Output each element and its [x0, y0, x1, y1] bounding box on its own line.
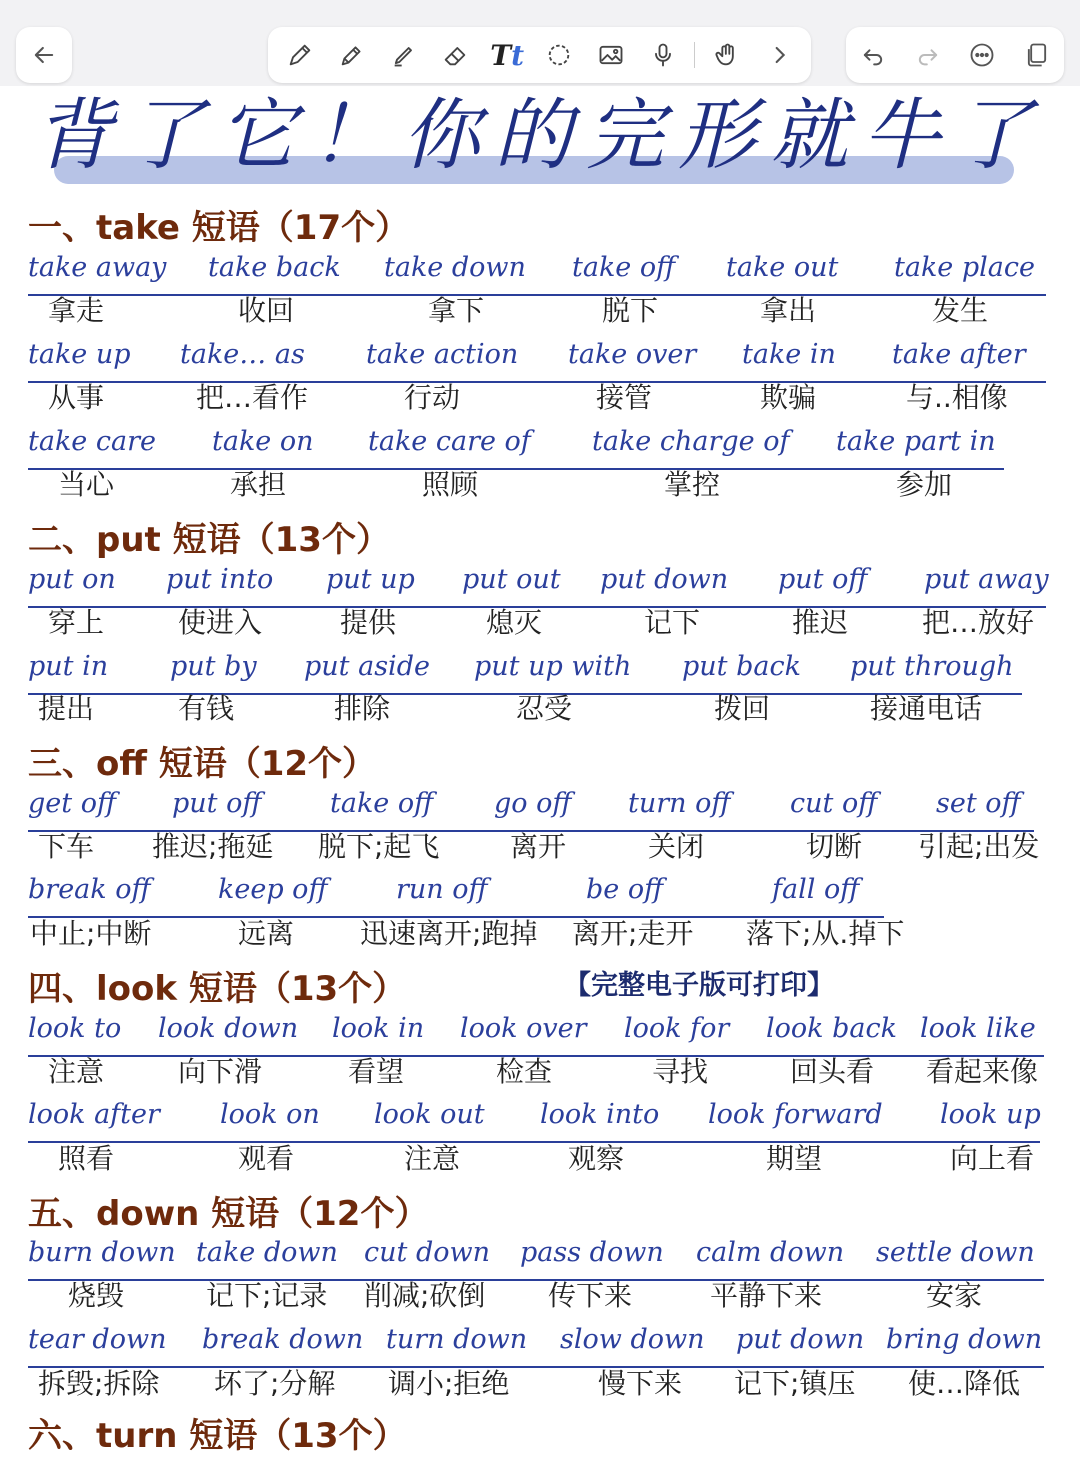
phrase: take down — [384, 252, 526, 283]
phrase: settle down — [876, 1237, 1035, 1268]
meaning: 参加 — [896, 468, 953, 501]
phrase: take after — [892, 339, 1026, 370]
phrase: look in — [332, 1013, 425, 1044]
phrase: look into — [540, 1099, 660, 1130]
meaning: 坏了;分解 — [214, 1367, 336, 1400]
drawing-tools — [268, 27, 811, 83]
section-heading-off: 三、off 短语（12个） — [28, 744, 377, 784]
phrase: bring down — [886, 1324, 1043, 1355]
phrase-row — [28, 1322, 1044, 1368]
phrase: be off — [586, 874, 664, 905]
phrase-row — [28, 250, 1046, 296]
phrase: slow down — [560, 1324, 705, 1355]
meaning: 拆毁;拆除 — [38, 1367, 160, 1400]
phrase: put out — [462, 564, 561, 595]
phrase: look to — [28, 1013, 122, 1044]
meaning: 削减;砍倒 — [364, 1279, 486, 1312]
meaning: 慢下来 — [598, 1367, 683, 1400]
meaning: 照看 — [58, 1142, 115, 1175]
phrase: look for — [624, 1013, 730, 1044]
meaning: 中止;中断 — [30, 917, 152, 950]
meaning: 掌控 — [664, 468, 721, 501]
lasso-icon[interactable] — [539, 35, 579, 75]
phrase: fall off — [772, 874, 860, 905]
section-heading-take: 一、take 短语（17个） — [28, 208, 410, 248]
highlighter-icon[interactable] — [384, 35, 424, 75]
phrase: look forward — [708, 1099, 883, 1130]
meaning: 发生 — [932, 294, 989, 327]
back-button[interactable] — [16, 27, 72, 83]
phrase: take care of — [368, 426, 531, 457]
meaning: 欺骗 — [760, 381, 817, 414]
phrase-row — [28, 1097, 1040, 1143]
phrase: turn down — [386, 1324, 528, 1355]
meaning: 把…看作 — [196, 381, 309, 414]
phrase: tear down — [28, 1324, 167, 1355]
phrase: take in — [742, 339, 836, 370]
meaning: 离开 — [510, 830, 567, 863]
phrase: calm down — [696, 1237, 845, 1268]
phrase: put back — [682, 651, 801, 682]
section-heading-look: 四、look 短语（13个） — [28, 969, 407, 1009]
phrase: break off — [28, 874, 151, 905]
meaning: 看望 — [348, 1055, 405, 1088]
meaning-row — [0, 690, 1080, 730]
phrase: take down — [196, 1237, 338, 1268]
meaning: 记下;镇压 — [734, 1367, 856, 1400]
phrase: take over — [568, 339, 697, 370]
eraser-icon[interactable] — [435, 35, 475, 75]
meaning: 平静下来 — [710, 1279, 823, 1312]
meaning: 当心 — [58, 468, 115, 501]
meaning: 回头看 — [790, 1055, 875, 1088]
meaning: 切断 — [806, 830, 863, 863]
phrase: cut off — [790, 788, 878, 819]
meaning-row — [0, 466, 1080, 506]
meaning: 调小;拒绝 — [388, 1367, 510, 1400]
top-toolbar — [0, 0, 1080, 86]
meaning: 注意 — [404, 1142, 461, 1175]
phrase-row — [28, 562, 1049, 608]
meaning: 下车 — [38, 830, 95, 863]
meaning: 与..相像 — [906, 381, 1008, 414]
phrase: put off — [778, 564, 868, 595]
phrase: put off — [172, 788, 262, 819]
chevron-right-icon[interactable] — [759, 35, 799, 75]
meaning: 推迟 — [792, 606, 849, 639]
meaning: 记下;记录 — [206, 1279, 328, 1312]
phrase: run off — [396, 874, 488, 905]
phrase: put up with — [474, 651, 632, 682]
phrase: pass down — [520, 1237, 664, 1268]
phrase-row — [28, 1235, 1044, 1281]
phrase: put by — [170, 651, 257, 682]
meaning: 看起来像 — [926, 1055, 1039, 1088]
meaning: 脱下 — [602, 294, 659, 327]
meaning: 引起;出发 — [918, 830, 1040, 863]
phrase: put on — [28, 564, 116, 595]
phrase: look on — [220, 1099, 320, 1130]
meaning: 拿走 — [48, 294, 105, 327]
section-heading-turn: 六、turn 短语（13个） — [28, 1416, 407, 1456]
phrase: put into — [166, 564, 274, 595]
phrase: set off — [936, 788, 1021, 819]
meaning: 观察 — [568, 1142, 625, 1175]
phrase: take place — [894, 252, 1035, 283]
meaning: 落下;从.掉下 — [746, 917, 905, 950]
phrase: put down — [600, 564, 729, 595]
phrase: go off — [494, 788, 572, 819]
meaning: 把…放好 — [922, 606, 1035, 639]
meaning: 拿下 — [428, 294, 485, 327]
phrase: break down — [202, 1324, 364, 1355]
phrase: burn down — [28, 1237, 176, 1268]
arrow-left-icon — [24, 35, 64, 75]
meaning: 排除 — [334, 692, 391, 725]
phrase: look up — [940, 1099, 1041, 1130]
phrase-row — [28, 1011, 1044, 1057]
page-title: 背了它！你的完形就牛了 — [33, 91, 1046, 181]
meaning: 记下 — [644, 606, 701, 639]
phrase: take up — [28, 339, 131, 370]
meaning: 离开;走开 — [572, 917, 694, 950]
meaning-row — [0, 1140, 1080, 1180]
meaning: 寻找 — [652, 1055, 709, 1088]
phrase-row — [28, 337, 1046, 383]
meaning-row — [0, 292, 1080, 332]
toolbar-divider — [694, 42, 695, 68]
phrase: take away — [28, 252, 167, 283]
meaning: 检查 — [496, 1055, 553, 1088]
meaning-row — [0, 1277, 1080, 1317]
phrase: look like — [920, 1013, 1036, 1044]
meaning: 提供 — [340, 606, 397, 639]
meaning: 注意 — [48, 1055, 105, 1088]
hand-icon[interactable] — [707, 35, 747, 75]
phrase: take off — [572, 252, 676, 283]
meaning-row — [0, 828, 1080, 868]
meaning: 有钱 — [178, 692, 235, 725]
meaning-row — [0, 915, 1080, 955]
phrase: cut down — [364, 1237, 490, 1268]
meaning: 从事 — [48, 381, 105, 414]
meaning: 收回 — [238, 294, 295, 327]
phrase: get off — [28, 788, 117, 819]
meaning: 观看 — [238, 1142, 295, 1175]
phrase: put through — [850, 651, 1014, 682]
pen-icon[interactable] — [280, 35, 320, 75]
phrase: look after — [28, 1099, 160, 1130]
phrase: put away — [924, 564, 1049, 595]
phrase: take care — [28, 426, 156, 457]
more-icon[interactable] — [962, 35, 1002, 75]
meaning: 向下滑 — [178, 1055, 263, 1088]
phrase: look back — [766, 1013, 897, 1044]
section-heading-down: 五、down 短语（12个） — [28, 1194, 429, 1234]
text-tool-icon[interactable]: T t — [490, 38, 525, 72]
meaning: 烧毁 — [68, 1279, 125, 1312]
pages-icon[interactable] — [1017, 35, 1057, 75]
meaning-row — [0, 379, 1080, 419]
phrase: take on — [212, 426, 314, 457]
meaning: 期望 — [766, 1142, 823, 1175]
meaning: 提出 — [38, 692, 95, 725]
meaning: 行动 — [404, 381, 461, 414]
phrase: look over — [460, 1013, 587, 1044]
meaning: 推迟;拖延 — [152, 830, 274, 863]
meaning: 接通电话 — [870, 692, 983, 725]
phrase-row — [28, 786, 1034, 832]
phrase-row — [28, 424, 1004, 470]
phrase: put down — [736, 1324, 865, 1355]
promo-text: 【完整电子版可打印】 — [564, 970, 834, 1001]
meaning: 接管 — [596, 381, 653, 414]
meaning: 关闭 — [648, 830, 705, 863]
meaning: 传下来 — [548, 1279, 633, 1312]
phrase: turn off — [628, 788, 731, 819]
phrase: take… as — [180, 339, 305, 370]
meaning: 照顾 — [422, 468, 479, 501]
meaning: 脱下;起飞 — [318, 830, 440, 863]
meaning: 忍受 — [516, 692, 573, 725]
meaning: 拨回 — [714, 692, 771, 725]
phrase: take back — [208, 252, 341, 283]
phrase: take part in — [836, 426, 996, 457]
phrase-row — [28, 649, 1022, 695]
phrase: put aside — [304, 651, 430, 682]
phrase: look down — [158, 1013, 299, 1044]
phrase: put in — [28, 651, 109, 682]
phrase-row — [28, 872, 884, 918]
phrase: take action — [366, 339, 519, 370]
meaning: 承担 — [230, 468, 287, 501]
meaning: 安家 — [926, 1279, 983, 1312]
meaning: 远离 — [238, 917, 295, 950]
image-icon[interactable] — [591, 35, 631, 75]
phrase: take off — [330, 788, 434, 819]
meaning-row — [0, 1053, 1080, 1093]
phrase: put up — [326, 564, 415, 595]
redo-icon[interactable] — [908, 35, 948, 75]
meaning: 向上看 — [950, 1142, 1035, 1175]
phrase: take charge of — [592, 426, 790, 457]
document-actions — [846, 27, 1064, 83]
meaning-row — [0, 604, 1080, 644]
title-area — [0, 86, 1080, 196]
meaning: 拿出 — [760, 294, 817, 327]
meaning: 使进入 — [178, 606, 263, 639]
meaning: 迅速离开;跑掉 — [360, 917, 538, 950]
phrase: look out — [374, 1099, 485, 1130]
phrase: keep off — [218, 874, 328, 905]
pencil-icon[interactable] — [332, 35, 372, 75]
meaning: 穿上 — [48, 606, 105, 639]
phrase: take out — [726, 252, 839, 283]
section-heading-put: 二、put 短语（13个） — [28, 520, 390, 560]
undo-icon[interactable] — [853, 35, 893, 75]
meaning-row — [0, 1365, 1080, 1405]
meaning: 熄灭 — [486, 606, 543, 639]
meaning: 使…降低 — [908, 1367, 1021, 1400]
microphone-icon[interactable] — [643, 35, 683, 75]
